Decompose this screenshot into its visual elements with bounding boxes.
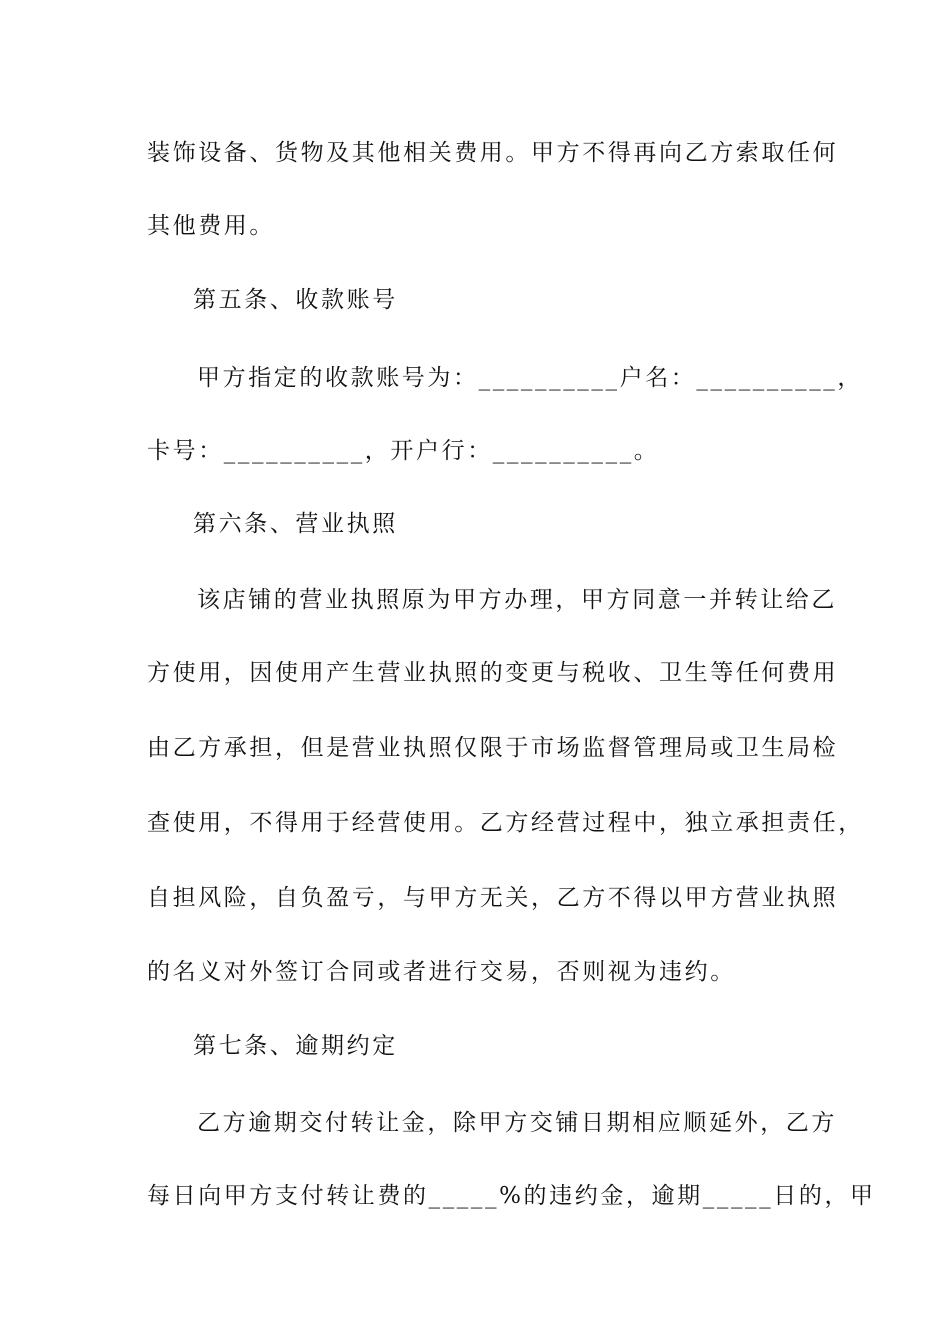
section-heading-7: 第七条、逾期约定 (193, 1033, 398, 1059)
body-text-line: 由乙方承担，但是营业执照仅限于市场监督管理局或卫生局检 (147, 735, 839, 761)
section-heading-6: 第六条、营业执照 (193, 511, 398, 537)
body-text-line: 卡号：__________，开户行：__________。 (147, 438, 660, 464)
body-text-line: 其他费用。 (147, 213, 275, 239)
body-text-line: 甲方指定的收款账号为：__________户名：__________， (197, 365, 863, 391)
section-heading-5: 第五条、收款账号 (193, 287, 398, 313)
body-text-line: 每日向甲方支付转让费的_____%的违约金，逾期_____日的，甲 (147, 1183, 876, 1209)
body-text-line: 自担风险，自负盈亏，与甲方无关，乙方不得以甲方营业执照 (147, 885, 839, 911)
body-text-line: 装饰设备、货物及其他相关费用。甲方不得再向乙方索取任何 (147, 140, 839, 166)
body-text-line: 查使用，不得用于经营使用。乙方经营过程中，独立承担责任， (147, 810, 864, 836)
body-text-line: 的名义对外签订合同或者进行交易，否则视为违约。 (147, 959, 736, 985)
body-text-line: 该店铺的营业执照原为甲方办理，甲方同意一并转让给乙 (197, 587, 837, 613)
body-text-line: 方使用，因使用产生营业执照的变更与税收、卫生等任何费用 (147, 660, 839, 686)
body-text-line: 乙方逾期交付转让金，除甲方交铺日期相应顺延外，乙方 (197, 1110, 837, 1136)
